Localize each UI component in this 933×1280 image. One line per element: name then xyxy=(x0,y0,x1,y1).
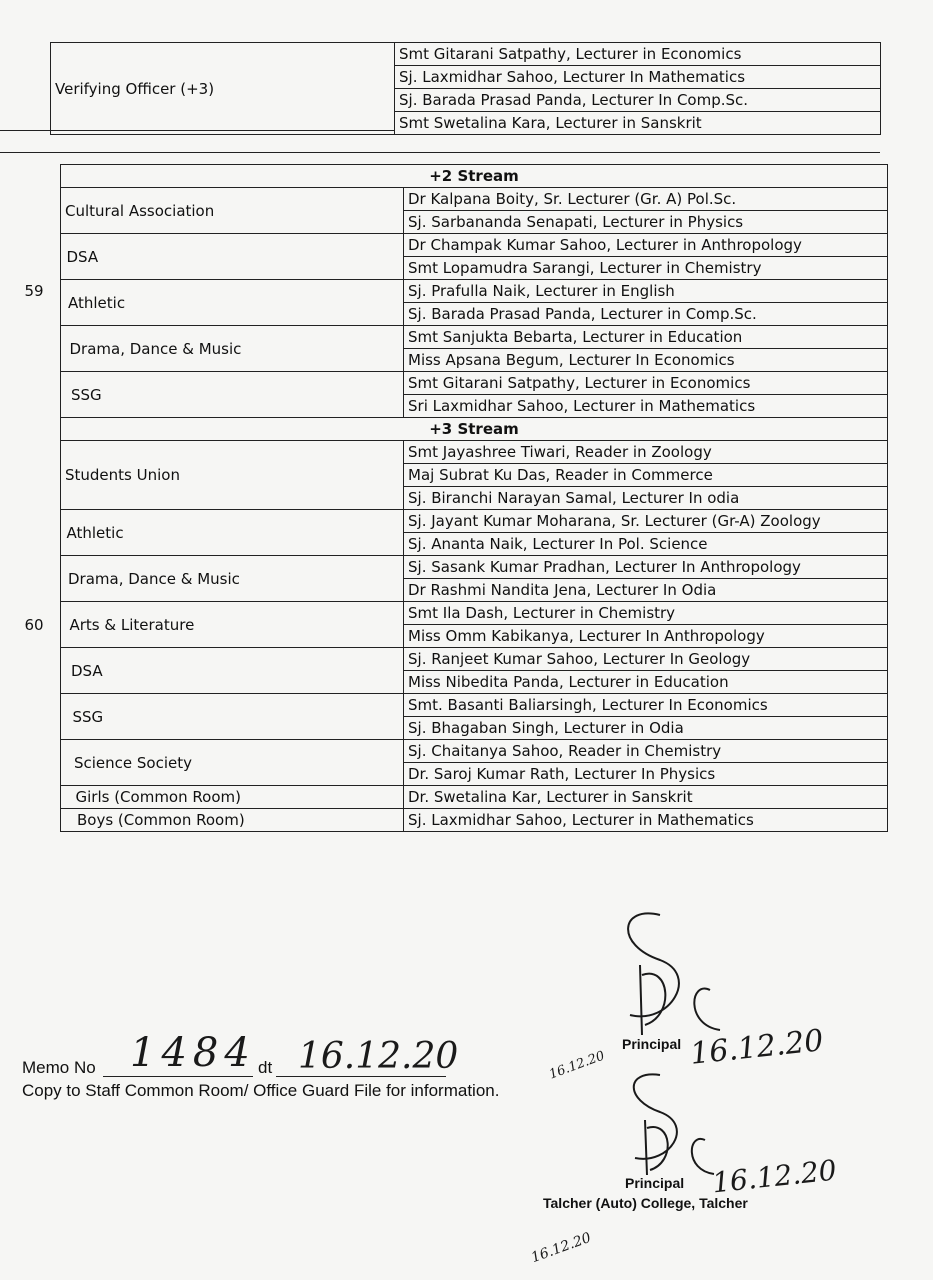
stream-header: +2 Stream xyxy=(61,165,888,188)
section-number: 59 xyxy=(24,282,44,300)
committee-table xyxy=(8,164,888,832)
table-row xyxy=(8,234,888,257)
member-cell: Sj. Sarbananda Senapati, Lecturer in Physics xyxy=(404,211,888,234)
memo-number: 1484 xyxy=(130,1030,256,1076)
initial-date-1: 16.12.20 xyxy=(547,1048,607,1083)
member-cell: Miss Omm Kabikanya, Lecturer In Anthropology xyxy=(404,625,888,648)
member-cell: Smt Gitarani Satpathy, Lecturer in Economics xyxy=(395,43,881,66)
category-cell: DSA xyxy=(61,648,404,694)
member-cell: Sj. Laxmidhar Sahoo, Lecturer in Mathematics xyxy=(404,809,888,832)
table-row xyxy=(8,510,888,533)
category-cell: Girls (Common Room) xyxy=(61,786,404,809)
member-cell: Sj. Ranjeet Kumar Sahoo, Lecturer In Geology xyxy=(404,648,888,671)
category-cell: Boys (Common Room) xyxy=(61,809,404,832)
initial-date-2: 16.12.20 xyxy=(529,1229,594,1267)
sign-date-1: 16.12.20 xyxy=(688,1023,826,1072)
member-cell: Smt Ila Dash, Lecturer in Chemistry xyxy=(404,602,888,625)
member-cell: Dr Rashmi Nandita Jena, Lecturer In Odia xyxy=(404,579,888,602)
member-cell: Dr Kalpana Boity, Sr. Lecturer (Gr. A) Pol.Sc. xyxy=(404,188,888,211)
signature-1 xyxy=(600,905,750,1045)
table-row xyxy=(8,648,888,671)
plus3-header-row xyxy=(8,418,888,441)
table-row xyxy=(8,694,888,717)
category-cell: Athletic xyxy=(61,280,404,326)
memo-underline xyxy=(103,1076,253,1077)
memo-label: Memo No xyxy=(22,1058,96,1077)
member-cell: Sj. Barada Prasad Panda, Lecturer in Comp.Sc. xyxy=(404,303,888,326)
member-cell: Smt Swetalina Kara, Lecturer in Sanskrit xyxy=(395,112,881,135)
signature-2 xyxy=(610,1070,740,1180)
member-cell: Sj. Bhagaban Singh, Lecturer in Odia xyxy=(404,717,888,740)
memo-date: 16.12.20 xyxy=(298,1036,459,1077)
verifying-officer-category: Verifying Officer (+3) xyxy=(51,43,395,135)
verifying-officer-table xyxy=(50,42,881,135)
category-cell: Athletic xyxy=(61,510,404,556)
member-cell: Smt. Basanti Baliarsingh, Lecturer In Economics xyxy=(404,694,888,717)
category-cell: DSA xyxy=(61,234,404,280)
stream-header: +3 Stream xyxy=(61,418,888,441)
college-name: Talcher (Auto) College, Talcher xyxy=(543,1195,748,1211)
member-cell: Smt Jayashree Tiwari, Reader in Zoology xyxy=(404,441,888,464)
separator-line xyxy=(0,152,880,153)
member-cell: Dr. Saroj Kumar Rath, Lecturer In Physics xyxy=(404,763,888,786)
member-cell: Maj Subrat Ku Das, Reader in Commerce xyxy=(404,464,888,487)
member-cell: Smt Sanjukta Bebarta, Lecturer in Education xyxy=(404,326,888,349)
member-cell: Sj. Prafulla Naik, Lecturer in English xyxy=(404,280,888,303)
category-cell: Science Society xyxy=(61,740,404,786)
table-row xyxy=(8,372,888,395)
member-cell: Sri Laxmidhar Sahoo, Lecturer in Mathematics xyxy=(404,395,888,418)
copy-line: Copy to Staff Common Room/ Office Guard File for information. xyxy=(22,1081,500,1100)
table-row xyxy=(8,740,888,763)
member-cell: Sj. Biranchi Narayan Samal, Lecturer In odia xyxy=(404,487,888,510)
member-cell: Dr Champak Kumar Sahoo, Lecturer in Anthropology xyxy=(404,234,888,257)
table-row xyxy=(8,786,888,809)
member-cell: Smt Lopamudra Sarangi, Lecturer in Chemistry xyxy=(404,257,888,280)
member-cell: Sj. Barada Prasad Panda, Lecturer In Comp.Sc. xyxy=(395,89,881,112)
table-row xyxy=(8,809,888,832)
principal-label-2: Principal xyxy=(625,1175,685,1191)
category-cell: Students Union xyxy=(61,441,404,510)
table-row xyxy=(8,441,888,464)
category-cell: SSG xyxy=(61,694,404,740)
table-row xyxy=(8,188,888,211)
member-cell: Sj. Chaitanya Sahoo, Reader in Chemistry xyxy=(404,740,888,763)
category-cell: Drama, Dance & Music xyxy=(61,326,404,372)
member-cell: Sj. Sasank Kumar Pradhan, Lecturer In Anthropology xyxy=(404,556,888,579)
member-cell: Smt Gitarani Satpathy, Lecturer in Economics xyxy=(404,372,888,395)
category-cell: Drama, Dance & Music xyxy=(61,556,404,602)
table-row xyxy=(8,326,888,349)
dt-label: dt xyxy=(258,1058,273,1077)
member-cell: Sj. Jayant Kumar Moharana, Sr. Lecturer (Gr-A) Zoology xyxy=(404,510,888,533)
table-row xyxy=(8,556,888,579)
sign-date-2: 16.12.20 xyxy=(710,1153,839,1200)
table-row xyxy=(8,602,888,625)
category-cell: Arts & Literature xyxy=(61,602,404,648)
member-cell: Sj. Ananta Naik, Lecturer In Pol. Science xyxy=(404,533,888,556)
member-cell: Miss Apsana Begum, Lecturer In Economics xyxy=(404,349,888,372)
plus2-header-row xyxy=(8,165,888,188)
table-row xyxy=(8,280,888,303)
category-cell: SSG xyxy=(61,372,404,418)
member-cell: Miss Nibedita Panda, Lecturer in Education xyxy=(404,671,888,694)
category-cell: Cultural Association xyxy=(61,188,404,234)
principal-label-1: Principal xyxy=(622,1036,682,1052)
member-cell: Dr. Swetalina Kar, Lecturer in Sanskrit xyxy=(404,786,888,809)
section-number: 60 xyxy=(24,615,44,634)
member-cell: Sj. Laxmidhar Sahoo, Lecturer In Mathematics xyxy=(395,66,881,89)
